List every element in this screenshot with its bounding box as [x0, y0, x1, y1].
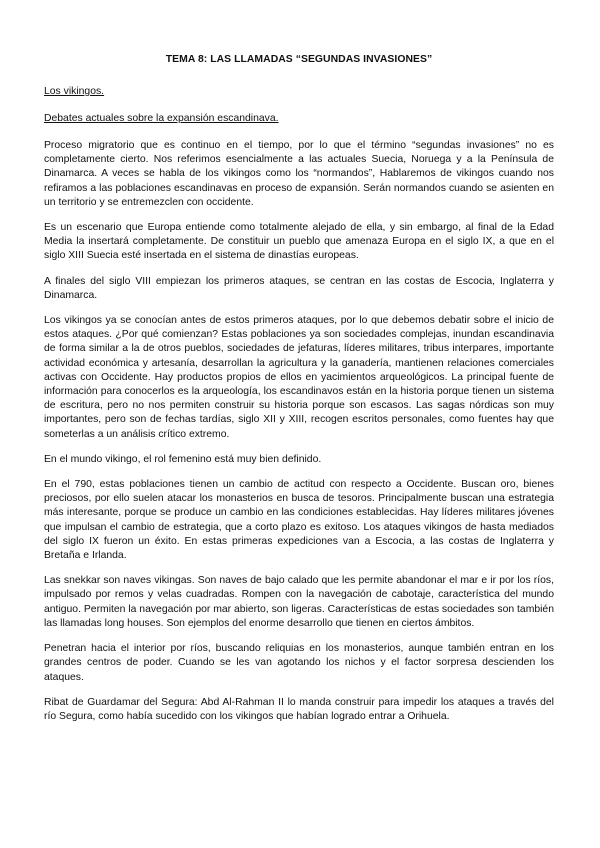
paragraph-4: Los vikingos ya se conocían antes de estos primeros ataques, por lo que debemos debatir sobre el inicio de estos ataques. ¿Por qué comienzan? Estas poblaciones ya son sociedades complejas, inundan escandinavia de forma similar a la de otros pueblos, sociedades de jefaturas, líderes militares, tribus interpares, importante actividad económica y artesanía, desarrollan la agricultura y la ganadería, mantienen relaciones comerciales activas con Occidente. Hay productos propios de ellos en yacimientos arqueológicos. La principal fuente de información para conocerlos es la arqueología, los escandinavos están en la historia porque tienen un sistema de escritura, pero no nos permiten construir su historia porque son escasos. Las sagas nórdicas son muy importantes, pero son de fechas tardías, siglo XII y XIII, recogen escritos personales, como fuentes hay que someterlas a un análisis crítico extremo.: [44, 315, 554, 440]
subsection-heading: Debates actuales sobre la expansión escandinava.: [44, 113, 279, 124]
paragraph-8: Penetran hacia el interior por ríos, buscando reliquias en los monasterios, aunque también entran en los grandes centros de poder. Cuando se les van agotando los nichos y el factor sorpresa descienden los ataques.: [44, 643, 554, 683]
paragraph-9: Ribat de Guardamar del Segura: Abd Al-Rahman II lo manda construir para impedir los ataques a través del río Segura, como había sucedido con los vikingos que habían logrado entrar a Orihuela.: [44, 696, 554, 722]
document-title: TEMA 8: LAS LLAMADAS “SEGUNDAS INVASIONES”: [165, 54, 433, 65]
paragraph-5: En el mundo vikingo, el rol femenino está muy bien definido.: [44, 453, 322, 465]
paragraph-2: Es un escenario que Europa entiende como totalmente alejado de ella, y sin embargo, al final de la Edad Media la insertará completamente. De constituir un pueblo que amenaza Europa en el siglo IX, a que en el siglo XIII Suecia esté insertada en el sistema de dinastías europeas.: [44, 222, 554, 262]
paragraph-1: Proceso migratorio que es continuo en el tiempo, por lo que el término “segundas invasiones” no es completamente cierto. Nos referimos esencialmente a las actuales Suecia, Noruega y a la Península de Dinamarca. A veces se habla de los vikingos como los “normandos”, Hablaremos de vikingos cuando nos refiramos a las poblaciones escandinavas en proceso de expansión. Serán normandos cuando se asienten en un territorio y se entremezclen con occidente.: [44, 140, 554, 208]
section-heading: Los vikingos.: [44, 86, 105, 97]
paragraph-3: A finales del siglo VIII empiezan los primeros ataques, se centran en las costas de Escocia, Inglaterra y Dinamarca.: [44, 275, 554, 301]
paragraph-7: Las snekkar son naves vikingas. Son naves de bajo calado que les permite abandonar el mar e ir por los ríos, impulsado por remos y velas cuadradas. Rompen con la navegación de cabotaje, característica del mundo antiguo. Permiten la navegación por mar abierto, son ligeras. Características de estas sociedades son también las llamadas long houses. Son ejemplos del enorme desarrollo que tienen en ciertos ámbitos.: [44, 575, 554, 629]
paragraph-6: En el 790, estas poblaciones tienen un cambio de actitud con respecto a Occidente. Buscan oro, bienes preciosos, por ello suelen atacar los monasterios en busca de tesoros. Principalmente buscan una estrategia más interesante, porque se produce un cambio en las condiciones establecidas. Hay líderes militares jóvenes que impulsan el cambio de estrategia, que a corto plazo es exitoso. Los ataques vikingos de hasta mediados del siglo IX fueron un éxito. En estas primeras expediciones van a Escocia, a las costas de Inglaterra y Bretaña e Irlanda.: [44, 479, 554, 562]
